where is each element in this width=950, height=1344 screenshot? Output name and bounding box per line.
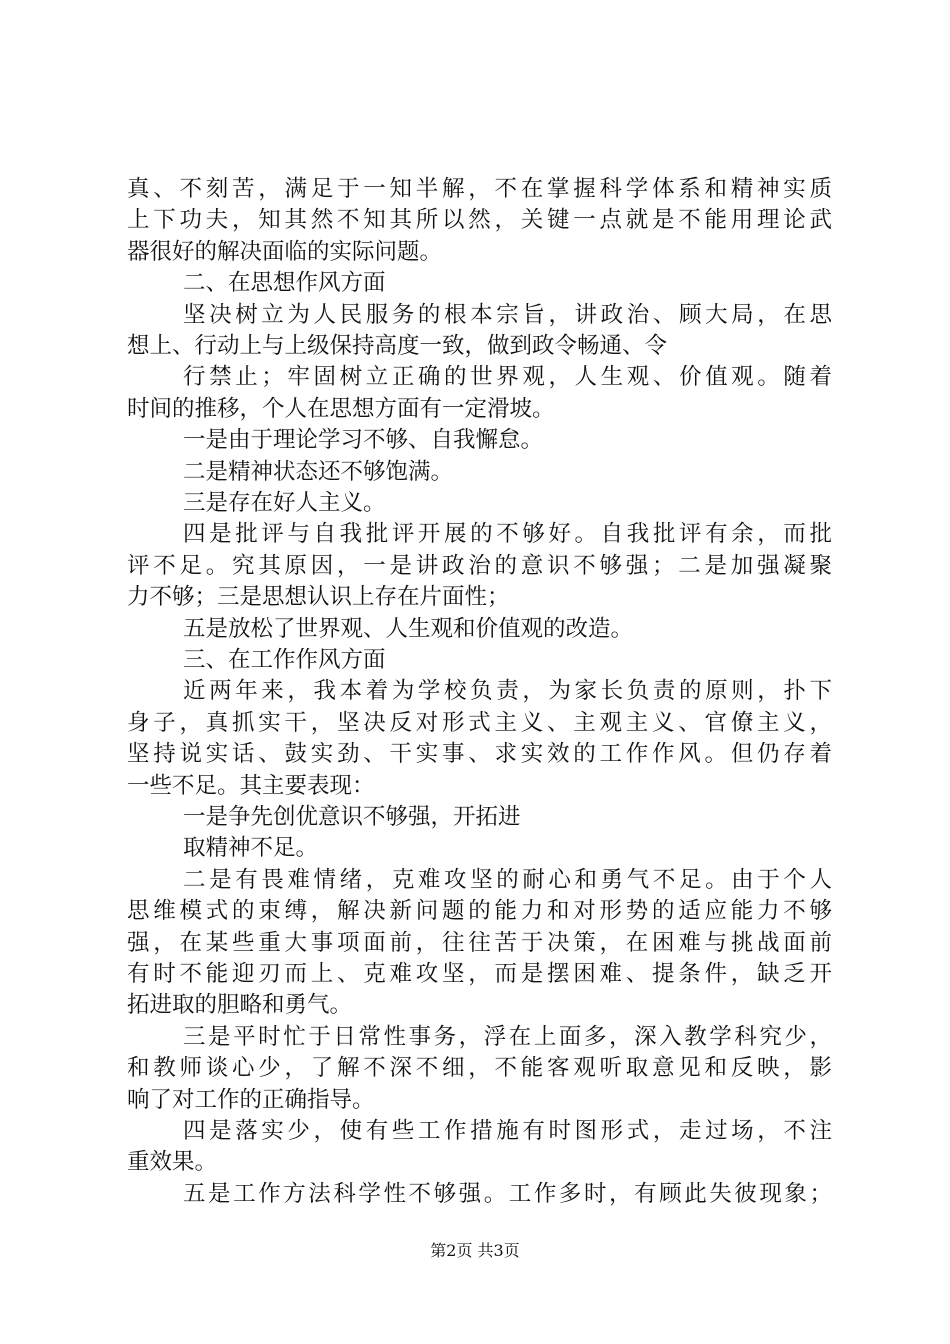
text-line: 时间的推移，个人在思想方面有一定滑坡。 (127, 395, 555, 422)
text-line: 重效果。 (127, 1149, 218, 1176)
text-line: 四是批评与自我批评开展的不够好。自我批评有余，而批 (183, 521, 832, 548)
text-line: 二是精神状态还不够饱满。 (183, 458, 454, 485)
text-line: 力不够；三是思想认识上存在片面性； (127, 584, 510, 611)
text-line: 一是争先创优意识不够强，开拓进 (183, 804, 521, 830)
text-line: 有时不能迎刃而上、克难攻坚，而是摆困难、提条件，缺乏开 (127, 961, 832, 987)
text-line: 行禁止；牢固树立正确的世界观，人生观、价值观。随着 (183, 364, 832, 391)
text-line: 和教师谈心少，了解不深不细，不能客观听取意见和反映，影 (127, 1055, 832, 1082)
text-line: 二、在思想作风方面 (183, 270, 386, 297)
text-line: 坚持说实话、鼓实劲、干实事、求实效的工作作风。但仍存着 (127, 741, 832, 768)
text-line: 思维模式的束缚，解决新问题的能力和对形势的适应能力不够 (127, 898, 832, 925)
text-line: 一些不足。其主要表现： (127, 772, 375, 799)
text-line: 响了对工作的正确指导。 (127, 1086, 375, 1113)
text-line: 取精神不足。 (183, 835, 319, 862)
text-line: 强，在某些重大事项面前，往往苦于决策，在困难与挑战面前 (127, 929, 832, 956)
text-line: 真、不刻苦，满足于一知半解，不在掌握科学体系和精神实质 (127, 176, 832, 202)
text-line: 五是放松了世界观、人生观和价值观的改造。 (183, 615, 634, 642)
text-line: 一是由于理论学习不够、自我懈怠。 (183, 427, 544, 454)
text-line: 坚决树立为人民服务的根本宗旨，讲政治、顾大局，在思 (183, 301, 832, 328)
text-line: 三是存在好人主义。 (183, 490, 386, 516)
page-footer: 第2页 共3页 (430, 1241, 520, 1260)
text-line: 五是工作方法科学性不够强。工作多时，有顾此失彼现象； (183, 1180, 832, 1207)
text-line: 近两年来，我本着为学校负责，为家长负责的原则，扑下 (183, 678, 832, 705)
text-line: 四是落实少，使有些工作措施有时图形式，走过场，不注 (183, 1118, 832, 1144)
text-line: 上下功夫，知其然不知其所以然，关键一点就是不能用理论武 (127, 207, 832, 234)
text-line: 想上、行动上与上级保持高度一致，做到政令畅通、令 (127, 333, 668, 359)
text-line: 拓进取的胆略和勇气。 (127, 992, 353, 1019)
text-line: 器很好的解决面临的实际问题。 (127, 238, 443, 265)
text-line: 二是有畏难情绪，克难攻坚的耐心和勇气不足。由于个人 (183, 866, 832, 893)
text-line: 三是平时忙于日常性事务，浮在上面多，深入教学科究少， (183, 1023, 832, 1050)
text-line: 三、在工作作风方面 (183, 647, 386, 673)
text-line: 评不足。究其原因，一是讲政治的意识不够强；二是加强凝聚 (127, 552, 832, 579)
text-line: 身子，真抓实干，坚决反对形式主义、主观主义、官僚主义， (127, 709, 832, 736)
